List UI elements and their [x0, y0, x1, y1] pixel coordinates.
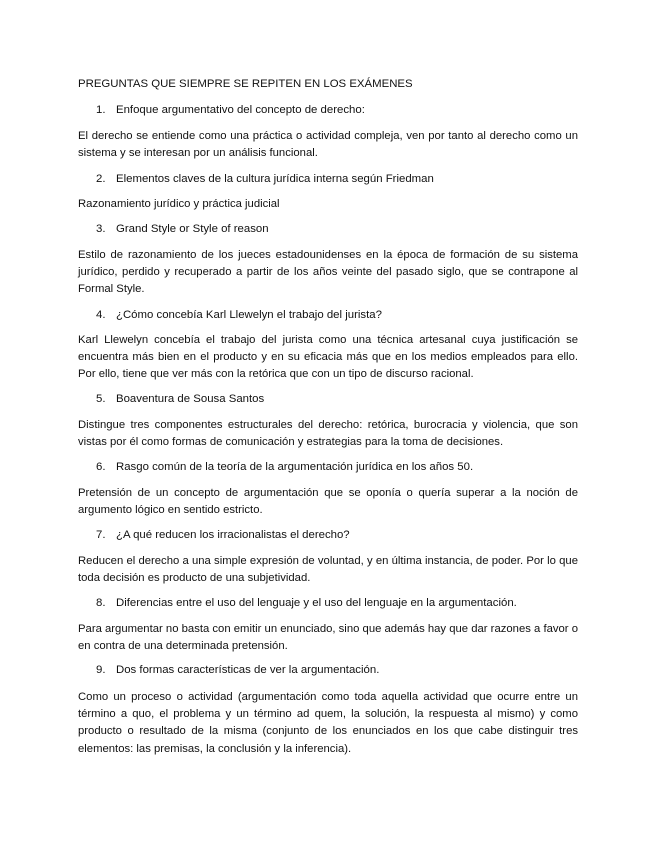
answer-2: Razonamiento jurídico y práctica judicial [78, 198, 280, 210]
question-number: 5. [96, 393, 106, 405]
question-2 [96, 173, 434, 185]
question-text: ¿A qué reducen los irracionalistas el derecho? [116, 529, 350, 541]
question-text: ¿Cómo concebía Karl Llewelyn el trabajo del jurista? [116, 309, 382, 321]
question-number: 8. [96, 597, 106, 609]
question-text: Elementos claves de la cultura jurídica interna según Friedman [116, 173, 434, 185]
question-1 [96, 104, 365, 116]
question-number: 1. [96, 104, 106, 116]
question-9 [96, 664, 379, 676]
question-number: 3. [96, 223, 106, 235]
answer-4: Karl Llewelyn concebía el trabajo del jurista como una técnica artesanal cuya justificación se encuentra más bien en el producto y en su eficacia más que en los medios empleados para ello. Por ello, tiene que ver más con la retórica que con un tipo de discurso racional. [78, 334, 578, 381]
question-number: 2. [96, 173, 106, 185]
question-number: 6. [96, 461, 106, 473]
question-number: 7. [96, 529, 106, 541]
question-5 [96, 393, 264, 405]
answer-5: Distingue tres componentes estructurales del derecho: retórica, burocracia y violencia, que son vistas por él como formas de comunicación y estrategias para la toma de decisiones. [78, 419, 578, 449]
question-4 [96, 309, 382, 321]
question-number: 9. [96, 664, 106, 676]
answer-9: Como un proceso o actividad (argumentación como toda aquella actividad que ocurre entre un término a quo, el problema y un término ad quem, la solución, la respuesta al mismo) y como producto o resultado de la misma (conjunto de los enunciados en los que cabe distinguir tres elementos: las premisas, la conclusión y la inferencia). [78, 691, 578, 755]
question-text: Grand Style or Style of reason [116, 223, 269, 235]
question-text: Rasgo común de la teoría de la argumentación jurídica en los años 50. [116, 461, 474, 473]
question-text: Dos formas características de ver la argumentación. [116, 664, 380, 676]
question-7 [96, 529, 350, 541]
answer-8: Para argumentar no basta con emitir un enunciado, sino que además hay que dar razones a favor o en contra de una determinada pretensión. [78, 623, 578, 653]
answer-7: Reducen el derecho a una simple expresión de voluntad, y en última instancia, de poder. Por lo que toda decisión es producto de una subjetividad. [78, 555, 578, 585]
question-8 [96, 597, 517, 609]
document-title: PREGUNTAS QUE SIEMPRE SE REPITEN EN LOS EXÁMENES [78, 78, 413, 90]
question-text: Boaventura de Sousa Santos [116, 393, 265, 405]
question-text: Diferencias entre el uso del lenguaje y el uso del lenguaje en la argumentación. [116, 597, 517, 609]
question-text: Enfoque argumentativo del concepto de derecho: [116, 104, 365, 116]
answer-3: Estilo de razonamiento de los jueces estadounidenses en la época de formación de su sistema jurídico, perdido y recuperado a partir de los años veinte del pasado siglo, que se contrapone al Formal Style. [78, 249, 578, 296]
question-3 [96, 223, 269, 235]
answer-6: Pretensión de un concepto de argumentación que se oponía o quería superar a la noción de argumento lógico en sentido estricto. [78, 487, 578, 517]
question-number: 4. [96, 309, 106, 321]
answer-1: El derecho se entiende como una práctica o actividad compleja, ven por tanto al derecho como un sistema y se interesan por un análisis funcional. [78, 130, 578, 160]
question-6 [96, 461, 473, 473]
